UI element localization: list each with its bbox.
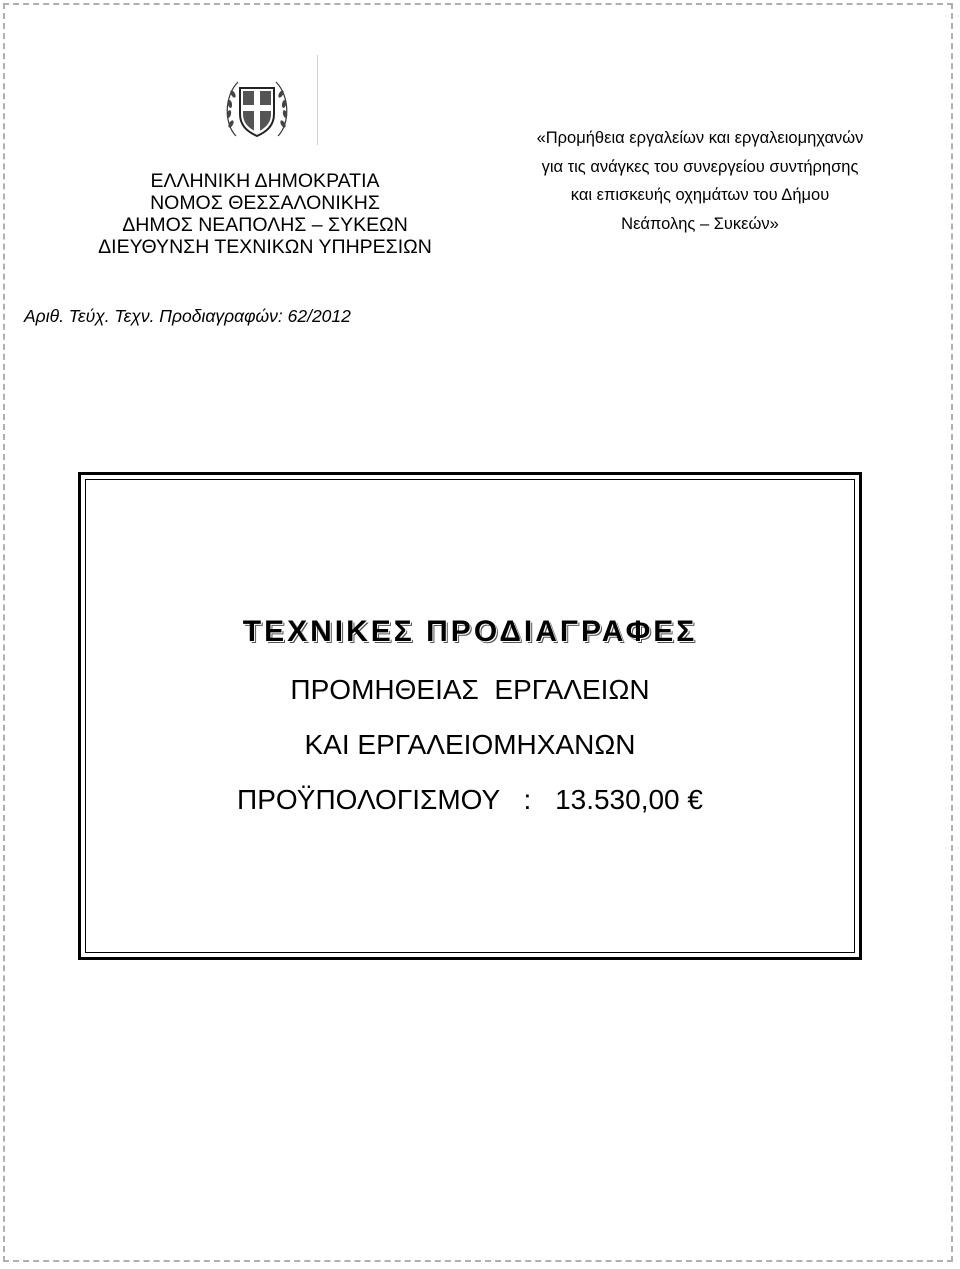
issuing-authority	[60, 170, 470, 258]
spec-number: Αριθ. Τεύχ. Τεχν. Προδιαγραφών: 62/2012	[24, 306, 351, 326]
budget-label: ΠΡΟΫΠΟΛΟΓΙΣΜΟΥ	[237, 784, 500, 815]
document-heading: ΤΕΧΝΙΚΕΣ ΠΡΟΔΙΑΓΡΑΦΕΣ	[242, 615, 698, 648]
budget-value: 13.530,00 €	[555, 784, 703, 815]
header-divider	[317, 55, 318, 145]
title-line-2: ΚΑΙ ΕΡΓΑΛΕΙΟΜΗΧΑΝΩΝ	[304, 729, 636, 760]
subject-line: «Προμήθεια εργαλείων και εργαλειομηχανών	[536, 129, 864, 147]
procurement-subject	[455, 124, 945, 239]
subject-line: και επισκευής οχημάτων του Δήμου	[570, 186, 830, 205]
budget-separator: :	[523, 784, 532, 815]
authority-line: ΕΛΛΗΝΙΚΗ ΔΗΜΟΚΡΑΤΙΑ	[150, 170, 380, 192]
authority-line: ΝΟΜΟΣ ΘΕΣΣΑΛΟΝΙΚΗΣ	[150, 192, 380, 214]
authority-line: ΔΗΜΟΣ ΝΕΑΠΟΛΗΣ – ΣΥΚΕΩΝ	[122, 214, 408, 236]
greek-coat-of-arms-icon	[222, 74, 292, 144]
subject-line: για τις ανάγκες του συνεργείου συντήρησης	[541, 157, 859, 176]
title-line-1: ΠΡΟΜΗΘΕΙΑΣ ΕΡΓΑΛΕΙΩΝ	[290, 674, 650, 705]
title-block	[0, 612, 940, 827]
budget-line	[0, 772, 940, 827]
authority-line: ΔΙΕΥΘΥΝΣΗ ΤΕΧΝΙΚΩΝ ΥΠΗΡΕΣΙΩΝ	[98, 236, 432, 258]
subject-line: Νεάπολης – Συκεών»	[621, 215, 779, 234]
